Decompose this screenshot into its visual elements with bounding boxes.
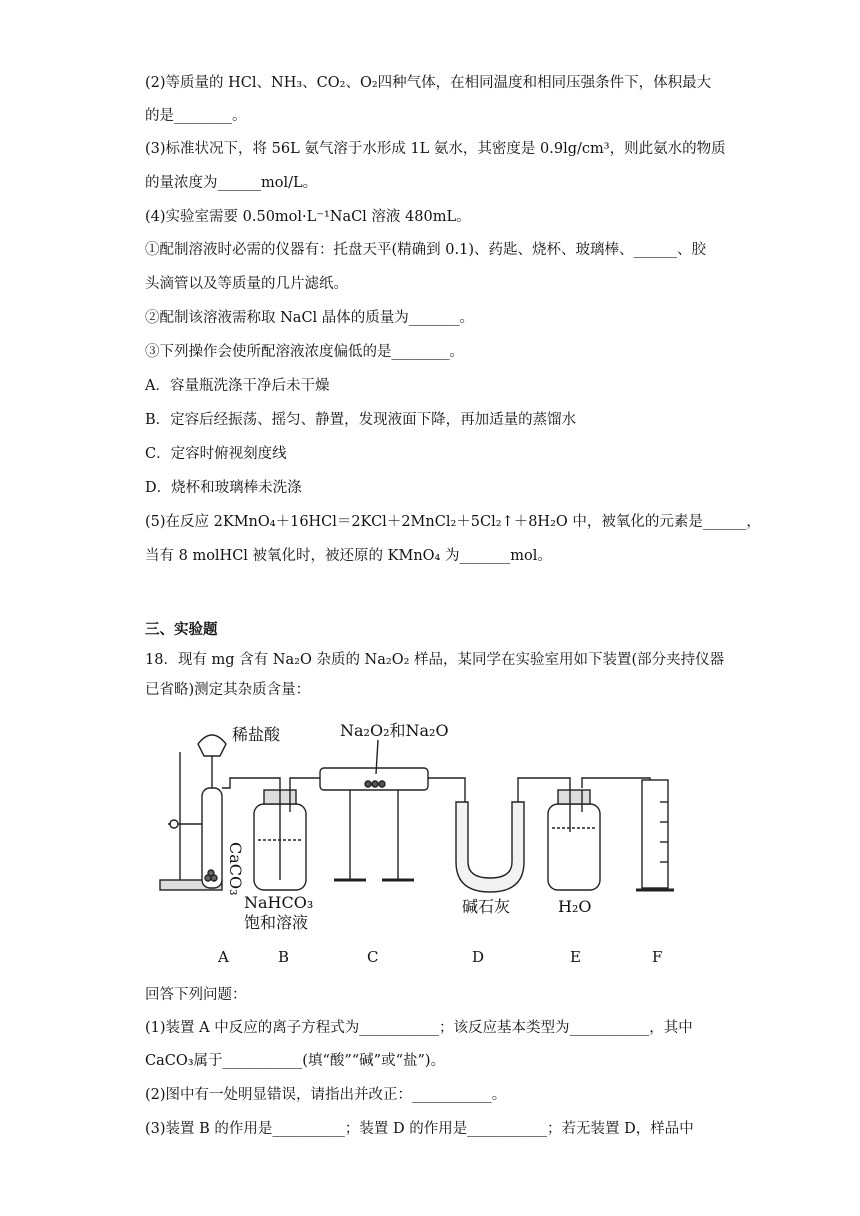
option-b: B．定容后经振荡、摇匀、静置，发现液面下降，再加适量的蒸馏水 (145, 412, 577, 428)
apparatus-a: A (218, 948, 229, 966)
q18-part1-line2: CaCO₃属于___________(填“酸”“碱”或“盐”)。 (145, 1053, 446, 1069)
q17-part5-line2: 当有 8 molHCl 被氧化时，被还原的 KMnO₄ 为_______mol。 (145, 548, 552, 564)
q17-part3-line1: (3)标准状况下，将 56L 氨气溶于水形成 1L 氨水，其密度是 0.9lg/cm³，则此氨水的物质 (145, 141, 726, 157)
q18-line1: 18．现有 mg 含有 Na₂O 杂质的 Na₂O₂ 样品，某同学在实验室用如下装置(部分夹持仪器 (145, 652, 725, 668)
graduated-cylinder-f (642, 780, 668, 888)
apparatus-e: E (570, 948, 581, 966)
q17-part4-sub2: ②配制该溶液需称取 NaCl 晶体的质量为_______。 (145, 310, 475, 326)
option-a: A．容量瓶洗涤干净后未干燥 (145, 378, 330, 394)
q18-part1-line1: (1)装置 A 中反应的离子方程式为___________；该反应基本类型为___________，其中 (145, 1020, 693, 1036)
option-d: D．烧杯和玻璃棒未洗涤 (145, 480, 302, 496)
apparatus-diagram (150, 712, 690, 970)
section-title: 三、实验题 (145, 622, 218, 638)
q17-part4-sub1-line2: 头滴管以及等质量的几片滤纸。 (145, 276, 348, 292)
answer-prompt: 回答下列问题： (145, 987, 247, 1003)
q18-part2: (2)图中有一处明显错误，请指出并改正：___________。 (145, 1087, 507, 1103)
label-dilute-hcl: 稀盐酸 (232, 725, 281, 744)
q17-part2-line1: (2)等质量的 HCl、NH₃、CO₂、O₂四种气体，在相同温度和相同压强条件下，体积最大 (145, 75, 712, 91)
q17-part4-sub3: ③下列操作会使所配溶液浓度偏低的是________。 (145, 344, 464, 360)
apparatus-b: B (278, 948, 290, 966)
tube-a-b (222, 778, 280, 788)
q18-line2: 已省略)测定其杂质含量： (145, 682, 311, 698)
label-nahco3-solution: 饱和溶液 (244, 913, 309, 932)
apparatus-d: D (472, 948, 485, 966)
label-water: H₂O (558, 897, 592, 916)
label-caco3: CaCO₃ (226, 842, 245, 896)
q18-part3: (3)装置 B 的作用是__________；装置 D 的作用是___________；若无装置 D，样品中 (145, 1121, 694, 1137)
label-nahco3: NaHCO₃ (244, 893, 314, 912)
apparatus-f: F (652, 948, 663, 966)
water-bottle-e (548, 804, 600, 890)
q17-part3-line2: 的量浓度为______mol/L。 (145, 175, 318, 191)
label-soda-lime: 碱石灰 (462, 897, 511, 916)
u-tube-d (456, 802, 524, 892)
label-sample: Na₂O₂和Na₂O (340, 721, 449, 740)
separatory-funnel (198, 735, 226, 756)
q17-part4-intro: (4)实验室需要 0.50mol·L⁻¹NaCl 溶液 480mL。 (145, 209, 471, 225)
q17-part5-line1: (5)在反应 2KMnO₄＋16HCl＝2KCl＋2MnCl₂＋5Cl₂↑＋8H₂O 中，被氧化的元素是______， (145, 514, 761, 530)
q17-part2-line2: 的是________。 (145, 108, 247, 124)
option-c: C．定容时俯视刻度线 (145, 446, 287, 462)
q17-part4-sub1-line1: ①配制溶液时必需的仪器有：托盘天平(精确到 0.1)、药匙、烧杯、玻璃棒、______、胶 (145, 242, 706, 258)
apparatus-c: C (367, 948, 379, 966)
